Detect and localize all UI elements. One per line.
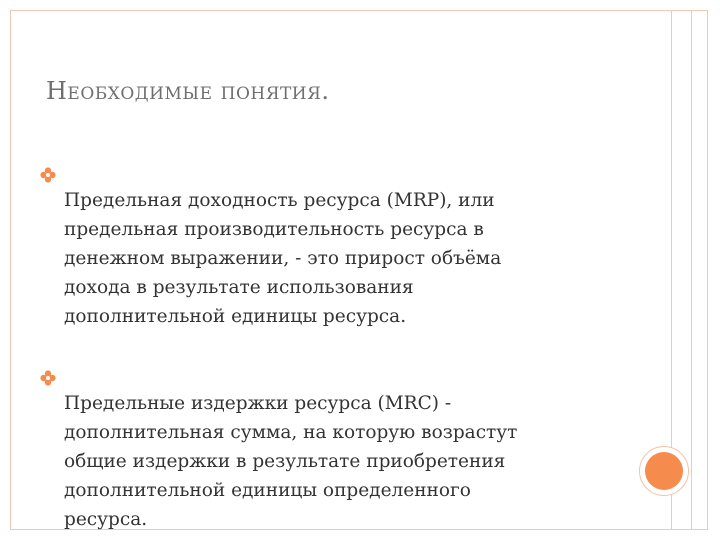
bullet-text: Предельная доходность ресурса (MRP), или предельная производительность ресурса в денежном выражении, - это прирост объёма дохода в результате использования дополнительной единицы ресурса. [64, 190, 502, 327]
frame-divider-line [691, 10, 692, 530]
bullet-item [40, 331, 620, 534]
slide-title: Необходимые понятия. [46, 77, 330, 105]
flower-bullet-icon [40, 337, 56, 353]
flower-bullet-icon [40, 134, 56, 150]
bullet-item [40, 128, 620, 331]
decorative-circle [645, 452, 683, 490]
bullet-text: Предельные издержки ресурса (MRC) - дополнительная сумма, на которую возрастут общие издержки в результате приобретения дополнительной единицы определенного ресурса. [64, 393, 518, 530]
bullet-list [40, 128, 620, 534]
